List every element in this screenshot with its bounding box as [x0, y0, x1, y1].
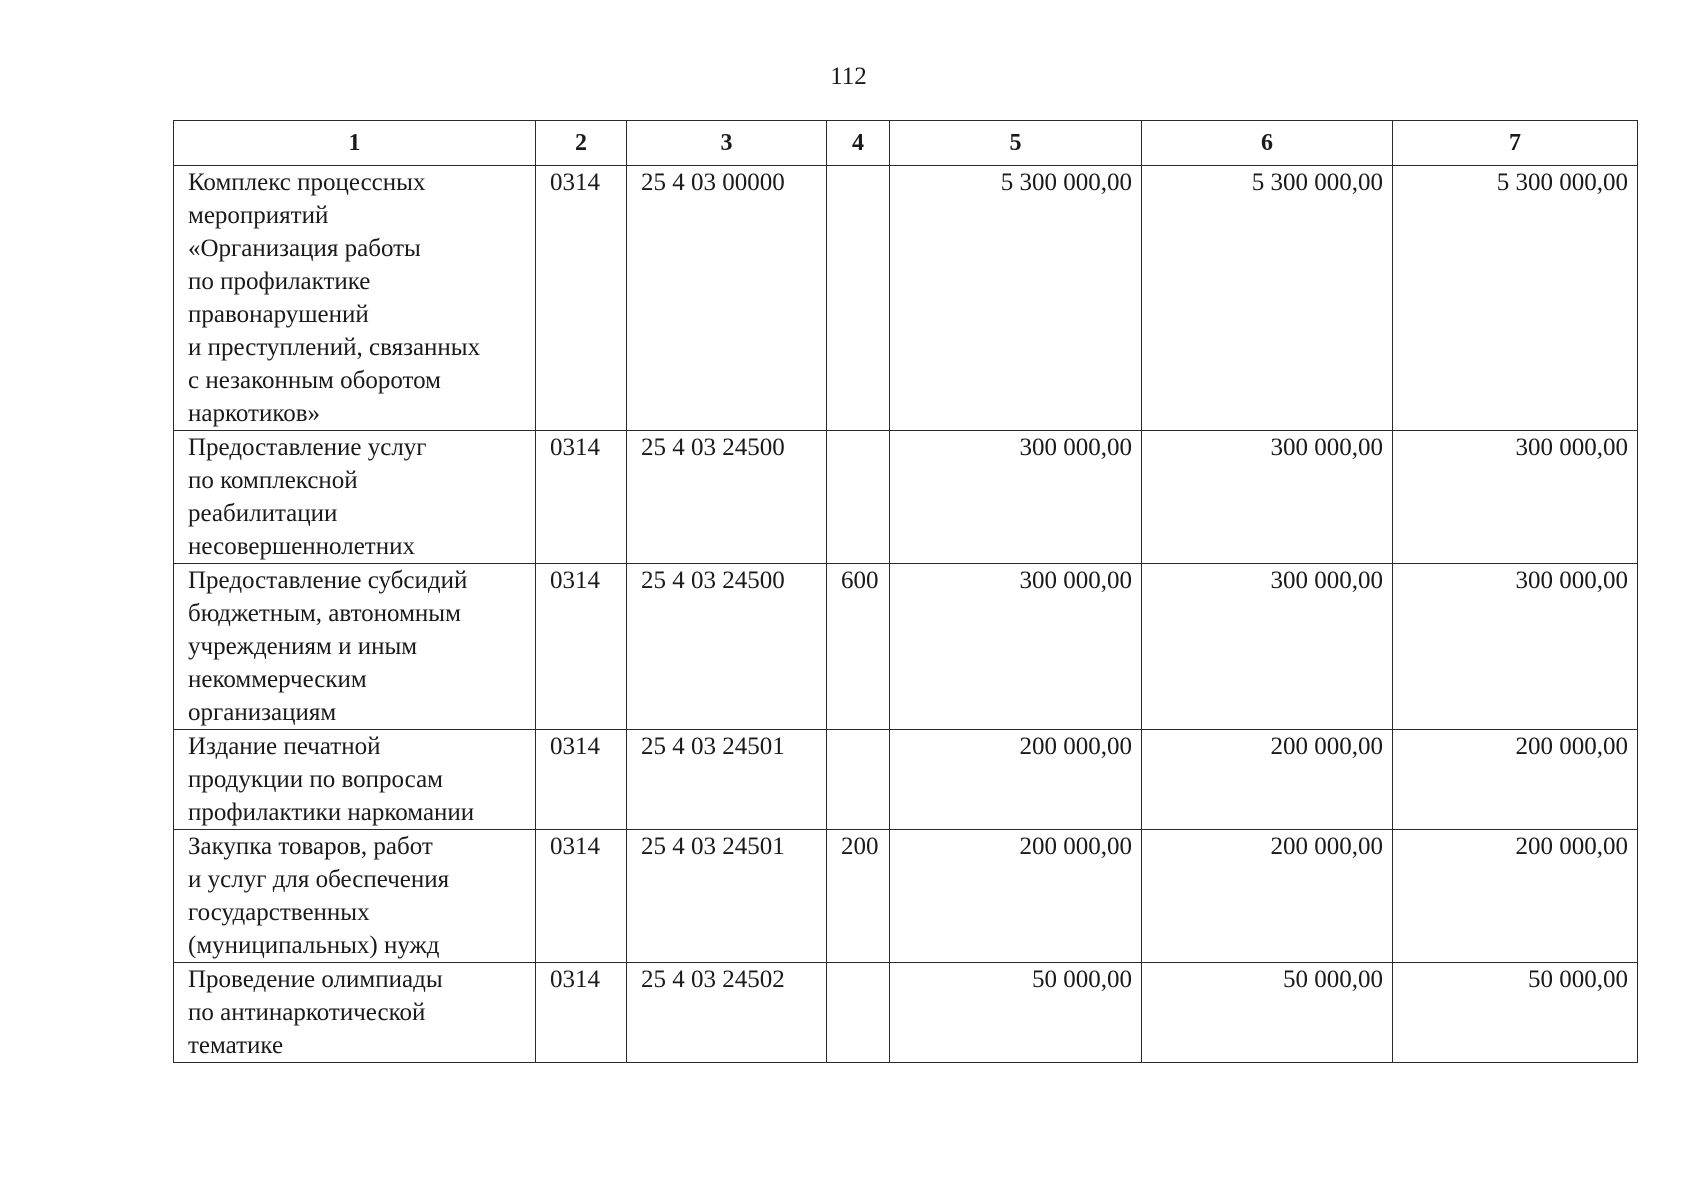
- column-header-4: 4: [827, 121, 890, 166]
- amount-col6-cell: 300 000,00: [1142, 431, 1393, 564]
- amount-col6-cell: 50 000,00: [1142, 963, 1393, 1063]
- page-number: 112: [830, 63, 867, 90]
- section-code-cell: 0314: [536, 963, 627, 1063]
- item-name-line: и услуг для обеспечения: [188, 866, 450, 893]
- amount-col7-cell: 200 000,00: [1393, 830, 1638, 963]
- section-code-cell: 0314: [536, 564, 627, 730]
- target-code-cell: 25 4 03 00000: [627, 166, 827, 431]
- item-name-line: (муниципальных) нужд: [188, 932, 440, 959]
- column-header-3: 3: [627, 121, 827, 166]
- item-name-line: по антинаркотической: [188, 999, 426, 1026]
- item-name-line: по комплексной: [188, 467, 358, 494]
- column-header-6: 6: [1142, 121, 1393, 166]
- item-name-cell: [174, 830, 536, 963]
- section-code-cell: 0314: [536, 830, 627, 963]
- expense-type-cell: [827, 166, 890, 431]
- table-row: [174, 830, 1638, 963]
- amount-col5-cell: 5 300 000,00: [890, 166, 1142, 431]
- item-name-cell: [174, 963, 536, 1063]
- amount-col7-cell: 200 000,00: [1393, 730, 1638, 830]
- expense-type-cell: [827, 963, 890, 1063]
- table-row: [174, 564, 1638, 730]
- expense-type-cell: 600: [827, 564, 890, 730]
- section-code-cell: 0314: [536, 730, 627, 830]
- target-code-cell: 25 4 03 24502: [627, 963, 827, 1063]
- section-code-cell: 0314: [536, 431, 627, 564]
- amount-col6-cell: 200 000,00: [1142, 830, 1393, 963]
- item-name-line: учреждениям и иным: [188, 633, 418, 660]
- item-name-line: бюджетным, автономным: [188, 600, 461, 627]
- item-name-line: наркотиков»: [188, 400, 321, 427]
- item-name-cell: [174, 166, 536, 431]
- item-name-line: профилактики наркомании: [188, 799, 475, 826]
- item-name-line: продукции по вопросам: [188, 766, 443, 793]
- item-name-line: тематике: [188, 1032, 284, 1059]
- amount-col5-cell: 300 000,00: [890, 431, 1142, 564]
- item-name-line: некоммерческим: [188, 666, 367, 693]
- amount-col6-cell: 200 000,00: [1142, 730, 1393, 830]
- column-header-7: 7: [1393, 121, 1638, 166]
- budget-table: [173, 120, 1638, 1063]
- table-row: [174, 431, 1638, 564]
- column-header-2: 2: [536, 121, 627, 166]
- expense-type-cell: 200: [827, 830, 890, 963]
- item-name-line: организациям: [188, 699, 337, 726]
- section-code-cell: 0314: [536, 166, 627, 431]
- expense-type-cell: [827, 730, 890, 830]
- item-name-line: Комплекс процессных: [188, 169, 426, 196]
- item-name-line: несовершеннолетних: [188, 533, 415, 560]
- item-name-line: Предоставление услуг: [188, 434, 427, 461]
- amount-col6-cell: 5 300 000,00: [1142, 166, 1393, 431]
- item-name-line: Проведение олимпиады: [188, 966, 443, 993]
- item-name-line: мероприятий: [188, 202, 329, 229]
- table-row: [174, 963, 1638, 1063]
- item-name-cell: [174, 431, 536, 564]
- amount-col7-cell: 300 000,00: [1393, 431, 1638, 564]
- amount-col5-cell: 200 000,00: [890, 830, 1142, 963]
- item-name-line: с незаконным оборотом: [188, 367, 441, 394]
- item-name-line: Закупка товаров, работ: [188, 833, 433, 860]
- item-name-cell: [174, 564, 536, 730]
- target-code-cell: 25 4 03 24501: [627, 730, 827, 830]
- item-name-line: государственных: [188, 899, 370, 926]
- amount-col6-cell: 300 000,00: [1142, 564, 1393, 730]
- table-row: [174, 730, 1638, 830]
- item-name-line: «Организация работы: [188, 235, 421, 262]
- amount-col7-cell: 50 000,00: [1393, 963, 1638, 1063]
- item-name-line: по профилактике: [188, 268, 371, 295]
- target-code-cell: 25 4 03 24501: [627, 830, 827, 963]
- item-name-line: Издание печатной: [188, 733, 381, 760]
- item-name-line: реабилитации: [188, 500, 338, 527]
- amount-col7-cell: 5 300 000,00: [1393, 166, 1638, 431]
- amount-col5-cell: 300 000,00: [890, 564, 1142, 730]
- amount-col7-cell: 300 000,00: [1393, 564, 1638, 730]
- column-header-1: 1: [174, 121, 536, 166]
- header-row: [174, 121, 1638, 166]
- item-name-line: Предоставление субсидий: [188, 567, 468, 594]
- column-header-5: 5: [890, 121, 1142, 166]
- target-code-cell: 25 4 03 24500: [627, 564, 827, 730]
- amount-col5-cell: 50 000,00: [890, 963, 1142, 1063]
- amount-col5-cell: 200 000,00: [890, 730, 1142, 830]
- item-name-line: правонарушений: [188, 301, 369, 328]
- item-name-line: и преступлений, связанных: [188, 334, 481, 361]
- target-code-cell: 25 4 03 24500: [627, 431, 827, 564]
- expense-type-cell: [827, 431, 890, 564]
- item-name-cell: [174, 730, 536, 830]
- table-row: [174, 166, 1638, 431]
